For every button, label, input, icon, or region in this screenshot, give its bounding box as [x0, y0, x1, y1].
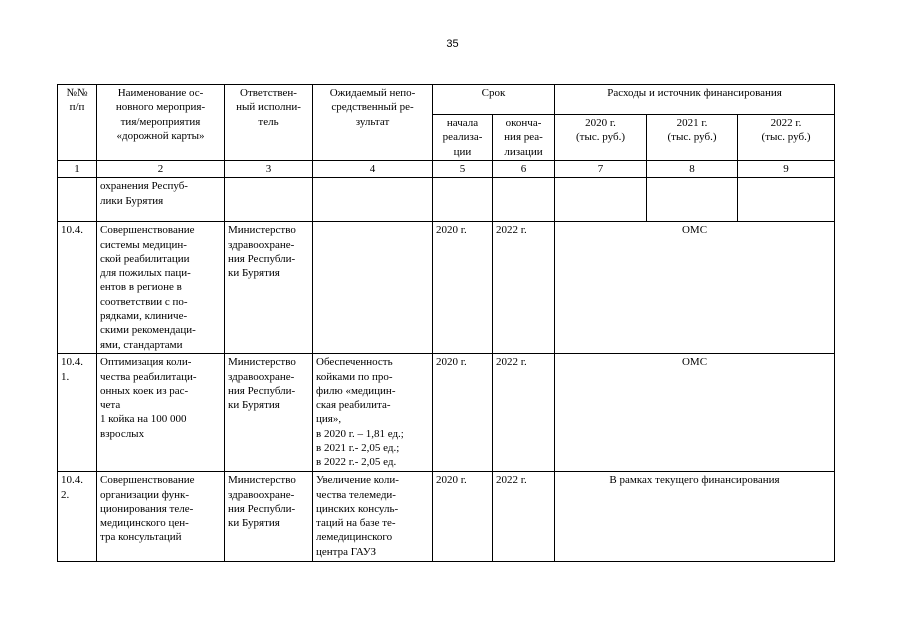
column-number: 2 — [97, 161, 225, 178]
row-responsible: Министерство здравоохране- ния Республи- ки Бурятия — [225, 472, 313, 562]
row-end: 2022 г. — [493, 222, 555, 354]
roadmap-table — [57, 84, 835, 562]
header-end: оконча- ния реа- лизации — [493, 115, 555, 161]
row-num — [58, 178, 97, 222]
table-row — [58, 354, 835, 472]
row-result — [313, 178, 433, 222]
header-2022: 2022 г. (тыс. руб.) — [738, 115, 835, 161]
row-finance-2020 — [555, 178, 647, 222]
column-number: 3 — [225, 161, 313, 178]
row-result: Обеспеченность койками по про- филю «медицин- ская реабилита- ция», в 2020 г. – 1,81 ед.; в 2021 г.- 2,05 ед.; в 2022 г.- 2,05 ед. — [313, 354, 433, 472]
page-number: 35 — [446, 38, 459, 50]
row-start: 2020 г. — [433, 354, 493, 472]
column-number: 4 — [313, 161, 433, 178]
row-responsible: Министерство здравоохране- ния Республи- ки Бурятия — [225, 354, 313, 472]
row-end: 2022 г. — [493, 472, 555, 562]
row-num: 10.4. 1. — [58, 354, 97, 472]
row-finance-2022 — [738, 178, 835, 222]
table-row — [58, 222, 835, 354]
row-result — [313, 222, 433, 354]
row-num: 10.4. — [58, 222, 97, 354]
column-number: 8 — [647, 161, 738, 178]
row-name: охранения Респуб- лики Бурятия — [97, 178, 225, 222]
header-num: №№ п/п — [58, 85, 97, 161]
row-responsible — [225, 178, 313, 222]
header-2021: 2021 г. (тыс. руб.) — [647, 115, 738, 161]
header-start: начала реализа- ции — [433, 115, 493, 161]
header-responsible: Ответствен- ный исполни- тель — [225, 85, 313, 161]
column-number: 9 — [738, 161, 835, 178]
row-finance-2021 — [647, 178, 738, 222]
header-finance: Расходы и источник финансирования — [555, 85, 835, 115]
row-finance: В рамках текущего финансирования — [555, 472, 835, 562]
row-end: 2022 г. — [493, 354, 555, 472]
row-start: 2020 г. — [433, 472, 493, 562]
column-number: 5 — [433, 161, 493, 178]
row-name: Совершенствование организации функ- ционирования теле- медицинского цен- тра консультаций — [97, 472, 225, 562]
header-name: Наименование ос- новного мероприя- тия/мероприятия «дорожной карты» — [97, 85, 225, 161]
header-term: Срок — [433, 85, 555, 115]
row-name: Оптимизация коли- чества реабилитаци- онных коек из рас- чета 1 койка на 100 000 взрослых — [97, 354, 225, 472]
row-responsible: Министерство здравоохране- ния Республи- ки Бурятия — [225, 222, 313, 354]
row-name: Совершенствование системы медицин- ской реабилитации для пожилых паци- ентов в регионе в соответствии с по- рядками, клиниче- скими рекомендаци- ями, стандартами — [97, 222, 225, 354]
header-row-1 — [58, 85, 835, 115]
column-number: 6 — [493, 161, 555, 178]
column-number-row — [58, 161, 835, 178]
header-result: Ожидаемый непо- средственный ре- зультат — [313, 85, 433, 161]
header-2020: 2020 г. (тыс. руб.) — [555, 115, 647, 161]
column-number: 7 — [555, 161, 647, 178]
row-finance: ОМС — [555, 354, 835, 472]
row-start: 2020 г. — [433, 222, 493, 354]
row-start — [433, 178, 493, 222]
row-finance: ОМС — [555, 222, 835, 354]
table-row — [58, 472, 835, 562]
table-row — [58, 178, 835, 222]
row-end — [493, 178, 555, 222]
column-number: 1 — [58, 161, 97, 178]
row-num: 10.4. 2. — [58, 472, 97, 562]
row-result: Увеличение коли- чества телемеди- цинских консуль- таций на базе те- лемедицинского центра ГАУЗ — [313, 472, 433, 562]
